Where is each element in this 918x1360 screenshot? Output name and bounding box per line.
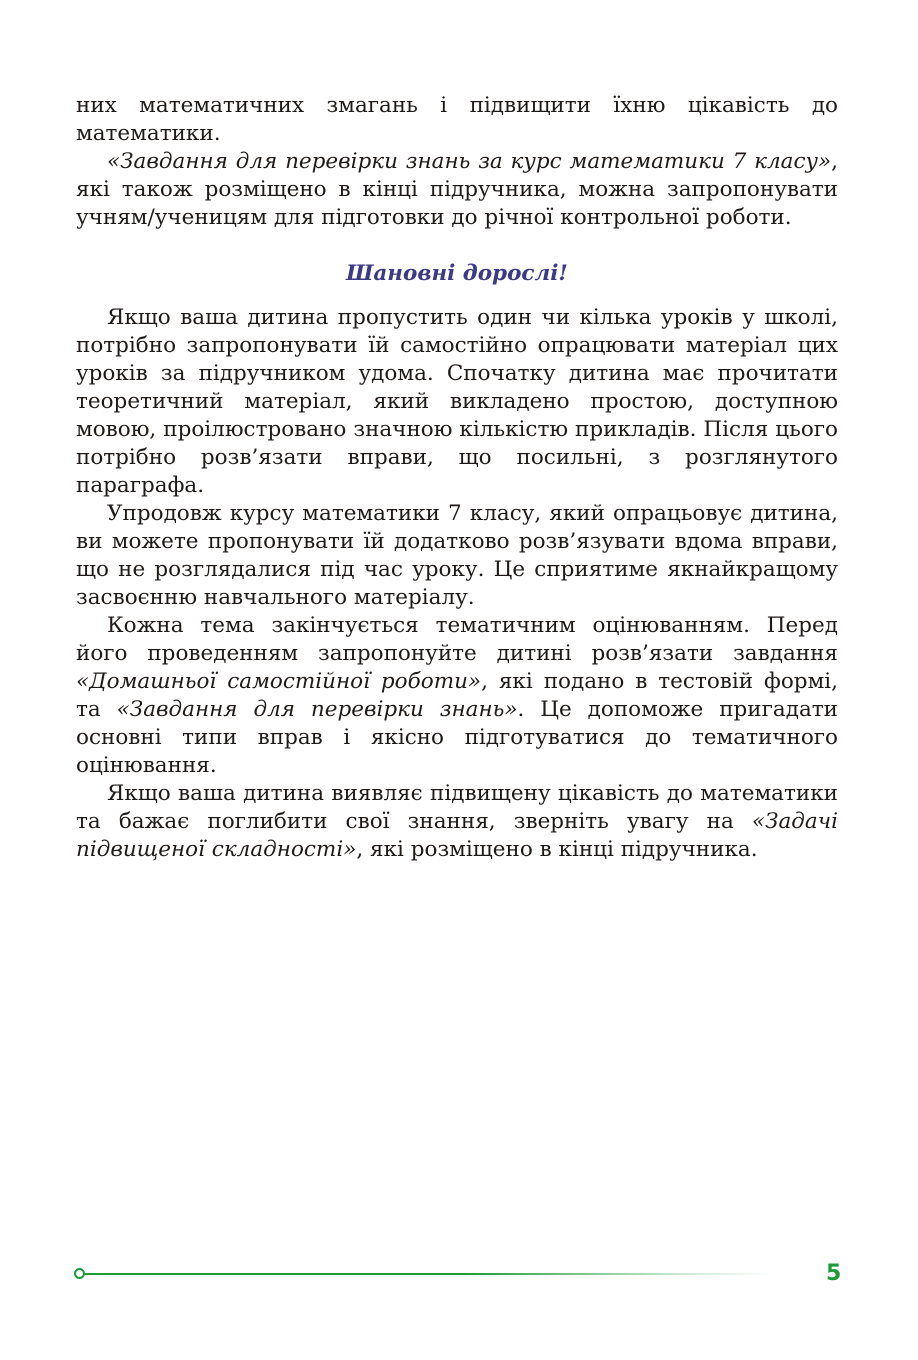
footer-circle-ornament xyxy=(74,1268,85,1279)
page-body xyxy=(76,92,838,864)
paragraph-final-test-info xyxy=(76,148,838,232)
italic-reference: «Задачі підвищеної складності» xyxy=(76,809,838,862)
paragraph-continuation xyxy=(76,92,838,148)
text-run: Якщо ваша дитина виявляє підвищену цікавість до математики та бажає поглибити свої знання, зверніть увагу на xyxy=(76,781,838,834)
text-run: , які подано в тестовій формі, та xyxy=(76,669,838,722)
paragraph-thematic-assessment xyxy=(76,612,838,780)
paragraph-missed-lessons xyxy=(76,304,838,500)
text-run: , які також розміщено в кінці підручника, можна запропонувати учням/ученицям для підготовки до річної контрольної роботи. xyxy=(76,149,838,230)
text-run: Кожна тема закінчується тематичним оцінюванням. Перед його проведенням запропонуйте дитині розв’язати завдання xyxy=(76,613,838,666)
text-run: них математичних змагань і підвищити їхню цікавість до математики. xyxy=(76,93,838,146)
italic-reference: «Завдання для перевірки знань за курс математики 7 класу» xyxy=(107,149,832,174)
text-run: . Це допоможе пригадати основні типи вправ і якісно підготуватися до тематичного оцінювання. xyxy=(76,697,838,778)
page-footer xyxy=(74,1261,854,1286)
italic-reference: «Домашньої самостійної роботи» xyxy=(76,669,482,694)
page-number: 5 xyxy=(826,1261,842,1286)
text-run: Якщо ваша дитина пропустить один чи кілька уроків у школі, потрібно запропонувати їй самостійно опрацювати матеріал цих уроків за підручником удома. Спочатку дитина має прочитати теоретичний матеріал, який викладено простою, доступною мовою, проілюстровано значною кількістю прикладів. Після цього потрібно розв’язати вправи, що посильні, з розглянутого параграфа. xyxy=(76,305,838,498)
section-heading: Шановні дорослі! xyxy=(346,261,568,286)
text-run: Упродовж курсу математики 7 класу, який опрацьовує дитина, ви можете пропонувати їй додатково розв’язувати вдома вправи, що не розглядалися під час уроку. Це сприятиме якнайкращому засвоєнню навчального матеріалу. xyxy=(76,501,838,610)
footer-rule xyxy=(85,1273,775,1275)
italic-reference: «Завдання для перевірки знань» xyxy=(116,697,518,722)
paragraph-extra-exercises xyxy=(76,500,838,612)
text-run: , які розміщено в кінці підручника. xyxy=(356,837,758,862)
paragraph-advanced-problems xyxy=(76,780,838,864)
